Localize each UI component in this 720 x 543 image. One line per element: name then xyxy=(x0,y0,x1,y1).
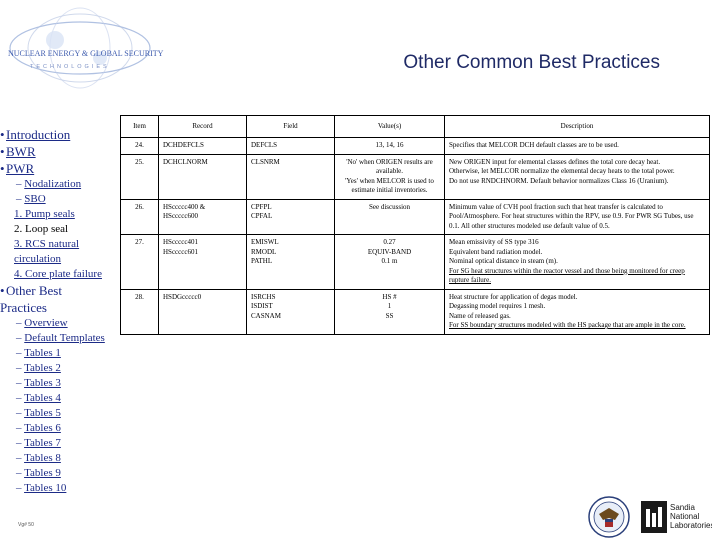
cell-item-line: 27. xyxy=(135,238,144,246)
cell-value-line: 0.27 xyxy=(383,238,396,246)
cell-value-line: 13, 14, 16 xyxy=(375,141,404,149)
nav-tables-5[interactable]: – Tables 5 xyxy=(16,407,61,419)
cell-description xyxy=(445,289,710,334)
table-header-row xyxy=(121,116,710,138)
cell-field xyxy=(247,138,335,155)
cell-field xyxy=(247,235,335,290)
cell-value xyxy=(335,289,445,334)
cell-field-line: ISRCHS xyxy=(251,292,276,301)
nav-other-overview[interactable]: – Overview xyxy=(16,317,68,329)
cell-description-line: For SS boundary structures modeled with the HS package that are ample in the core. xyxy=(449,321,686,329)
cell-value-line: 1 xyxy=(387,302,392,310)
col-header-field: Field xyxy=(247,116,335,138)
cell-record-line: DCHCLNORM xyxy=(163,157,208,166)
nav-tables-7[interactable]: – Tables 7 xyxy=(16,437,61,449)
cell-description-line: Degassing model requires 1 mesh. xyxy=(449,302,546,310)
cell-item xyxy=(121,235,159,290)
cell-record xyxy=(159,138,247,155)
cell-record-line: HSccccc401 xyxy=(163,238,198,246)
snl-line-3: Laboratories xyxy=(670,521,712,530)
nav-tables-9[interactable]: – Tables 9 xyxy=(16,467,61,479)
cell-description-line: For SG heat structures within the reactor vessel and those being monitored for creep rupture failure. xyxy=(449,266,685,284)
nav-other-best-practices[interactable]: •Other Best Practices xyxy=(0,283,62,315)
logo-title: NUCLEAR ENERGY & GLOBAL SECURITY xyxy=(8,49,164,58)
col-header-values: Value(s) xyxy=(335,116,445,138)
nav-tables-2[interactable]: – Tables 2 xyxy=(16,362,61,374)
negst-logo xyxy=(0,0,170,100)
nav-pwr[interactable]: •PWR xyxy=(0,161,35,176)
table-row xyxy=(121,289,710,334)
cell-value-line: 'No' when ORIGEN results are available. xyxy=(346,157,433,175)
nav-tables-10[interactable]: – Tables 10 xyxy=(16,482,67,494)
cell-description xyxy=(445,138,710,155)
cell-item xyxy=(121,289,159,334)
cell-record xyxy=(159,154,247,199)
cell-item xyxy=(121,199,159,235)
col-header-record: Record xyxy=(159,116,247,138)
cell-description-line: Otherwise, let MELCOR normalize the elemental decay heats to the total power. xyxy=(449,167,675,175)
cell-description xyxy=(445,154,710,199)
cell-record-line: HSDGccccc0 xyxy=(163,292,202,301)
nav-tables-8[interactable]: – Tables 8 xyxy=(16,452,61,464)
cell-field xyxy=(247,289,335,334)
cell-item xyxy=(121,154,159,199)
cell-value-line: SS xyxy=(385,311,394,320)
cell-item-line: 24. xyxy=(135,141,144,149)
cell-record xyxy=(159,199,247,235)
cell-value xyxy=(335,138,445,155)
nav-tables-1[interactable]: – Tables 1 xyxy=(16,347,61,359)
cell-record-line: DCHDEFCLS xyxy=(163,141,204,149)
nav-pwr-sbo[interactable]: – SBO xyxy=(16,193,46,205)
cell-description-line: New ORIGEN input for elemental classes defines the total core decay heat. xyxy=(449,157,661,166)
cell-record-line: HSccccc400 & xyxy=(163,202,206,211)
nav-other-default-templates[interactable]: – Default Templates xyxy=(16,332,105,344)
cell-item xyxy=(121,138,159,155)
nav-introduction[interactable]: •Introduction xyxy=(0,127,71,142)
cell-description-line: Equivalent band radiation model. xyxy=(449,247,543,256)
cell-item-line: 26. xyxy=(135,202,144,211)
cell-record-line: HSccccc600 xyxy=(163,212,198,220)
nav-sbo-pump-seals[interactable]: 1. Pump seals xyxy=(14,208,75,220)
cell-description-line: Mean emissivity of SS type 316 xyxy=(449,238,539,246)
cell-description xyxy=(445,199,710,235)
cell-field-line: CASNAM xyxy=(251,311,281,320)
cell-value-line: EQUIV-BAND xyxy=(367,247,412,256)
cell-field-line: EMISWL xyxy=(251,238,279,246)
sidebar-nav xyxy=(0,126,108,496)
table-row xyxy=(121,138,710,155)
cell-item-line: 28. xyxy=(135,292,144,301)
cell-field-line: CLSNRM xyxy=(251,157,280,166)
table-row xyxy=(121,235,710,290)
nav-tables-6[interactable]: – Tables 6 xyxy=(16,422,61,434)
cell-item-line: 25. xyxy=(135,157,144,166)
page-title: Other Common Best Practices xyxy=(403,52,660,73)
cell-description xyxy=(445,235,710,290)
nav-sbo-rcs-circulation[interactable]: 3. RCS natural circulation xyxy=(14,238,80,265)
table-row xyxy=(121,199,710,235)
snl-line-2: National xyxy=(670,512,700,521)
doe-seal-icon xyxy=(588,496,630,538)
cell-value xyxy=(335,154,445,199)
cell-description-line: Minimum value of CVH pool fraction such that heat transfer is calculated to Pool/Atmosphere. For heat structures within the RPV, use 0.9. For PWR SG Tubes, use 0.1. All other structures modeled use default value of 0.5. xyxy=(449,202,694,230)
cell-value xyxy=(335,199,445,235)
table-row xyxy=(121,154,710,199)
logo-subtitle: TECHNOLOGIES xyxy=(30,64,110,70)
cell-record xyxy=(159,235,247,290)
col-header-item: Item xyxy=(121,116,159,138)
cell-field-line: RMODL xyxy=(251,247,277,256)
nav-pwr-nodalization[interactable]: – Nodalization xyxy=(16,178,82,190)
cell-field-line: DEFCLS xyxy=(251,141,278,149)
cell-value-line: 'Yes' when MELCOR is used to estimate initial inventories. xyxy=(345,176,434,194)
cell-record xyxy=(159,289,247,334)
cell-description-line: Name of released gas. xyxy=(449,311,511,320)
snl-line-1: Sandia xyxy=(670,503,695,512)
cell-field xyxy=(247,199,335,235)
slide-number: Vg# 50 xyxy=(18,522,34,528)
nav-sbo-core-plate[interactable]: 4. Core plate failure xyxy=(14,268,102,280)
cell-value xyxy=(335,235,445,290)
cell-description-line: Nominal optical distance in steam (m). xyxy=(449,257,558,265)
col-header-description: Description xyxy=(445,116,710,138)
cell-value-line: HS # xyxy=(382,292,397,301)
sandia-logo xyxy=(640,497,712,537)
cell-field-line: CPFPL xyxy=(251,202,272,211)
cell-description-line: Do not use RNDCHNORM. Default behavior normalizes Class 16 (Uranium). xyxy=(449,176,669,185)
best-practices-table xyxy=(120,115,710,335)
nav-tables-4[interactable]: – Tables 4 xyxy=(16,392,61,404)
cell-record-line: HSccccc601 xyxy=(163,247,198,256)
cell-value-line: See discussion xyxy=(368,202,411,211)
nav-bwr[interactable]: •BWR xyxy=(0,144,36,159)
cell-description-line: Heat structure for application of degas model. xyxy=(449,292,578,301)
cell-field-line: PATHL xyxy=(251,257,273,265)
cell-field xyxy=(247,154,335,199)
cell-value-line: 0.1 m xyxy=(381,257,398,265)
cell-field-line: CPFAL xyxy=(251,212,273,220)
cell-description-line: Specifies that MELCOR DCH default classes are to be used. xyxy=(449,141,619,149)
cell-field-line: ISDIST xyxy=(251,302,273,310)
nav-sbo-loop-seal: 2. Loop seal xyxy=(14,223,69,235)
nav-tables-3[interactable]: – Tables 3 xyxy=(16,377,61,389)
